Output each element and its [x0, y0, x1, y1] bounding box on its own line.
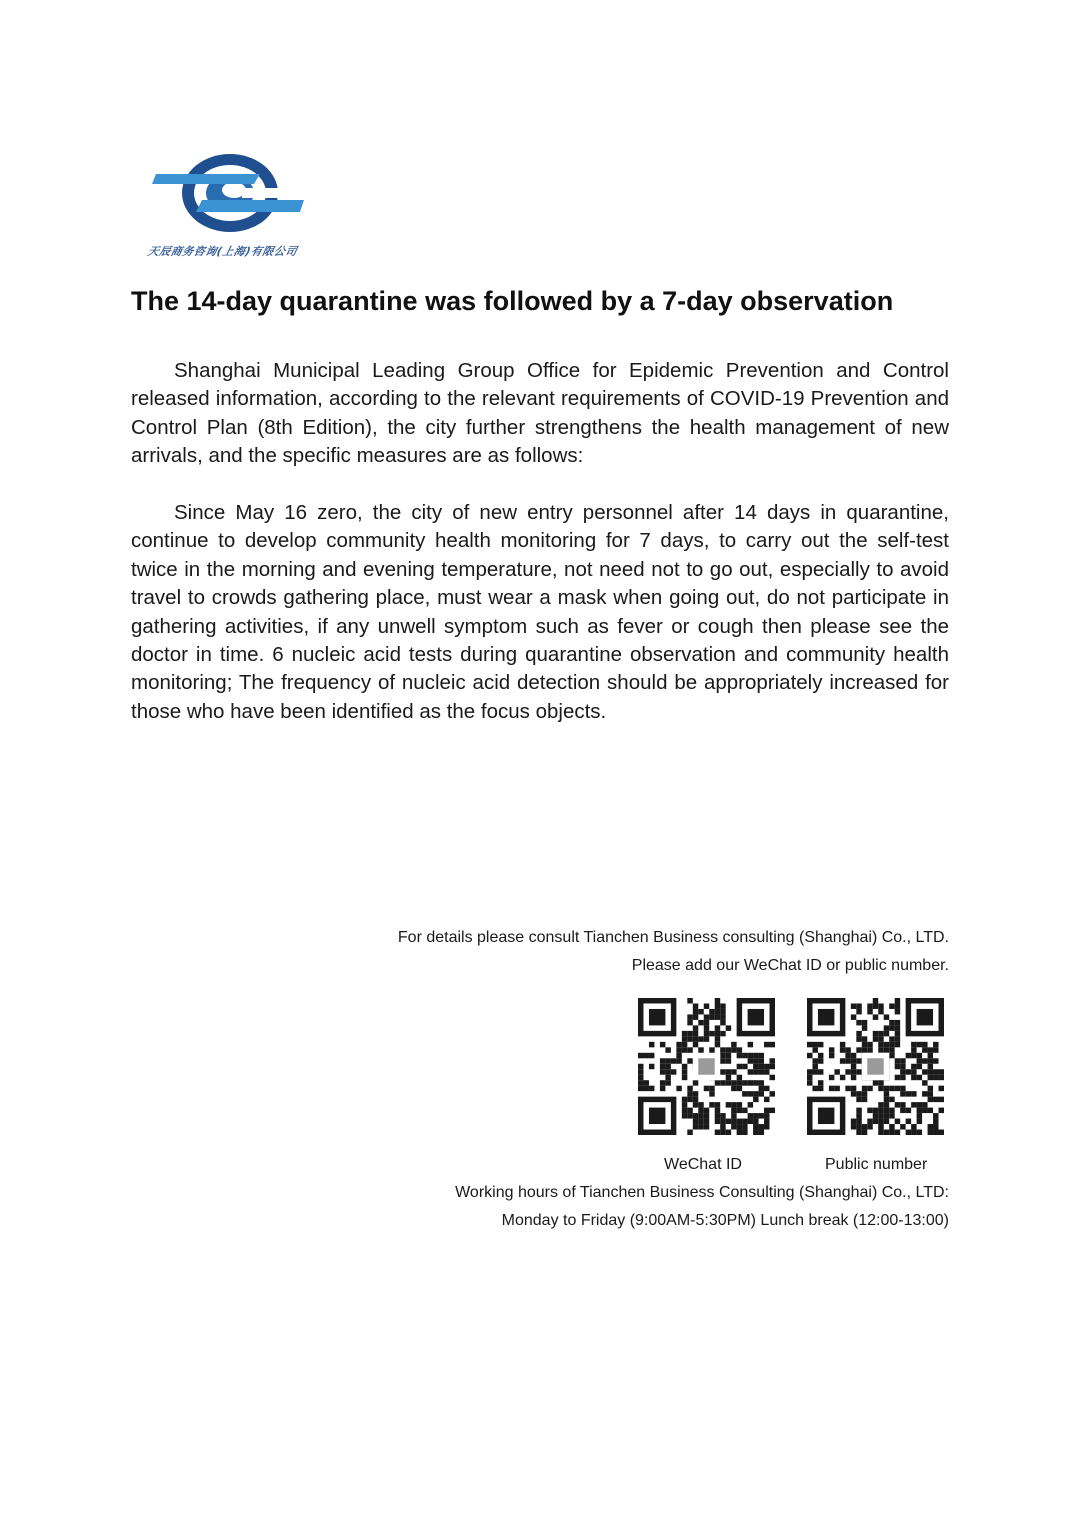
public-number-label: Public number	[825, 1156, 928, 1173]
contact-consult-line: For details please consult Tianchen Business consulting (Shanghai) Co., LTD.	[397, 929, 949, 946]
paragraph-measures: Since May 16 zero, the city of new entry personnel after 14 days in quarantine, continue to develop community health monitoring for 7 days, to carry out the self-test twice in the morning and evening temperature, not need not to go out, especially to avoid travel to crowds gathering place, must wear a mask when going out, do not participate in gathering activities, if any unwell symptom such as fever or cough then please see the doctor in time. 6 nucleic acid tests during quarantine observation and community health monitoring; The frequency of nucleic acid detection should be appropriately increased for those who have been identified as the focus objects.	[131, 501, 949, 723]
company-logo-icon	[142, 150, 322, 245]
wechat-id-qr-code[interactable]	[638, 998, 775, 1135]
company-logo	[142, 150, 322, 262]
wechat-id-label: WeChat ID	[664, 1156, 742, 1173]
public-number-qr-code[interactable]	[807, 998, 944, 1135]
paragraph-intro: Shanghai Municipal Leading Group Office for Epidemic Prevention and Control released information, according to the relevant requirements of COVID-19 Prevention and Control Plan (8th Edition), the city further strengthens the health management of new arrivals, and the specific measures are as follows:	[131, 359, 949, 468]
working-hours-detail: Monday to Friday (9:00AM-5:30PM) Lunch break (12:00-13:00)	[501, 1212, 949, 1229]
qr-code-icon	[638, 998, 775, 1135]
page-title: The 14-day quarantine was followed by a 7-day observation	[131, 286, 894, 316]
qr-code-icon	[807, 998, 944, 1135]
contact-add-line: Please add our WeChat ID or public number.	[631, 957, 949, 974]
company-name-caption: 天辰商务咨询(上海)有限公司	[146, 245, 299, 258]
working-hours-title: Working hours of Tianchen Business Consulting (Shanghai) Co., LTD:	[455, 1184, 949, 1201]
